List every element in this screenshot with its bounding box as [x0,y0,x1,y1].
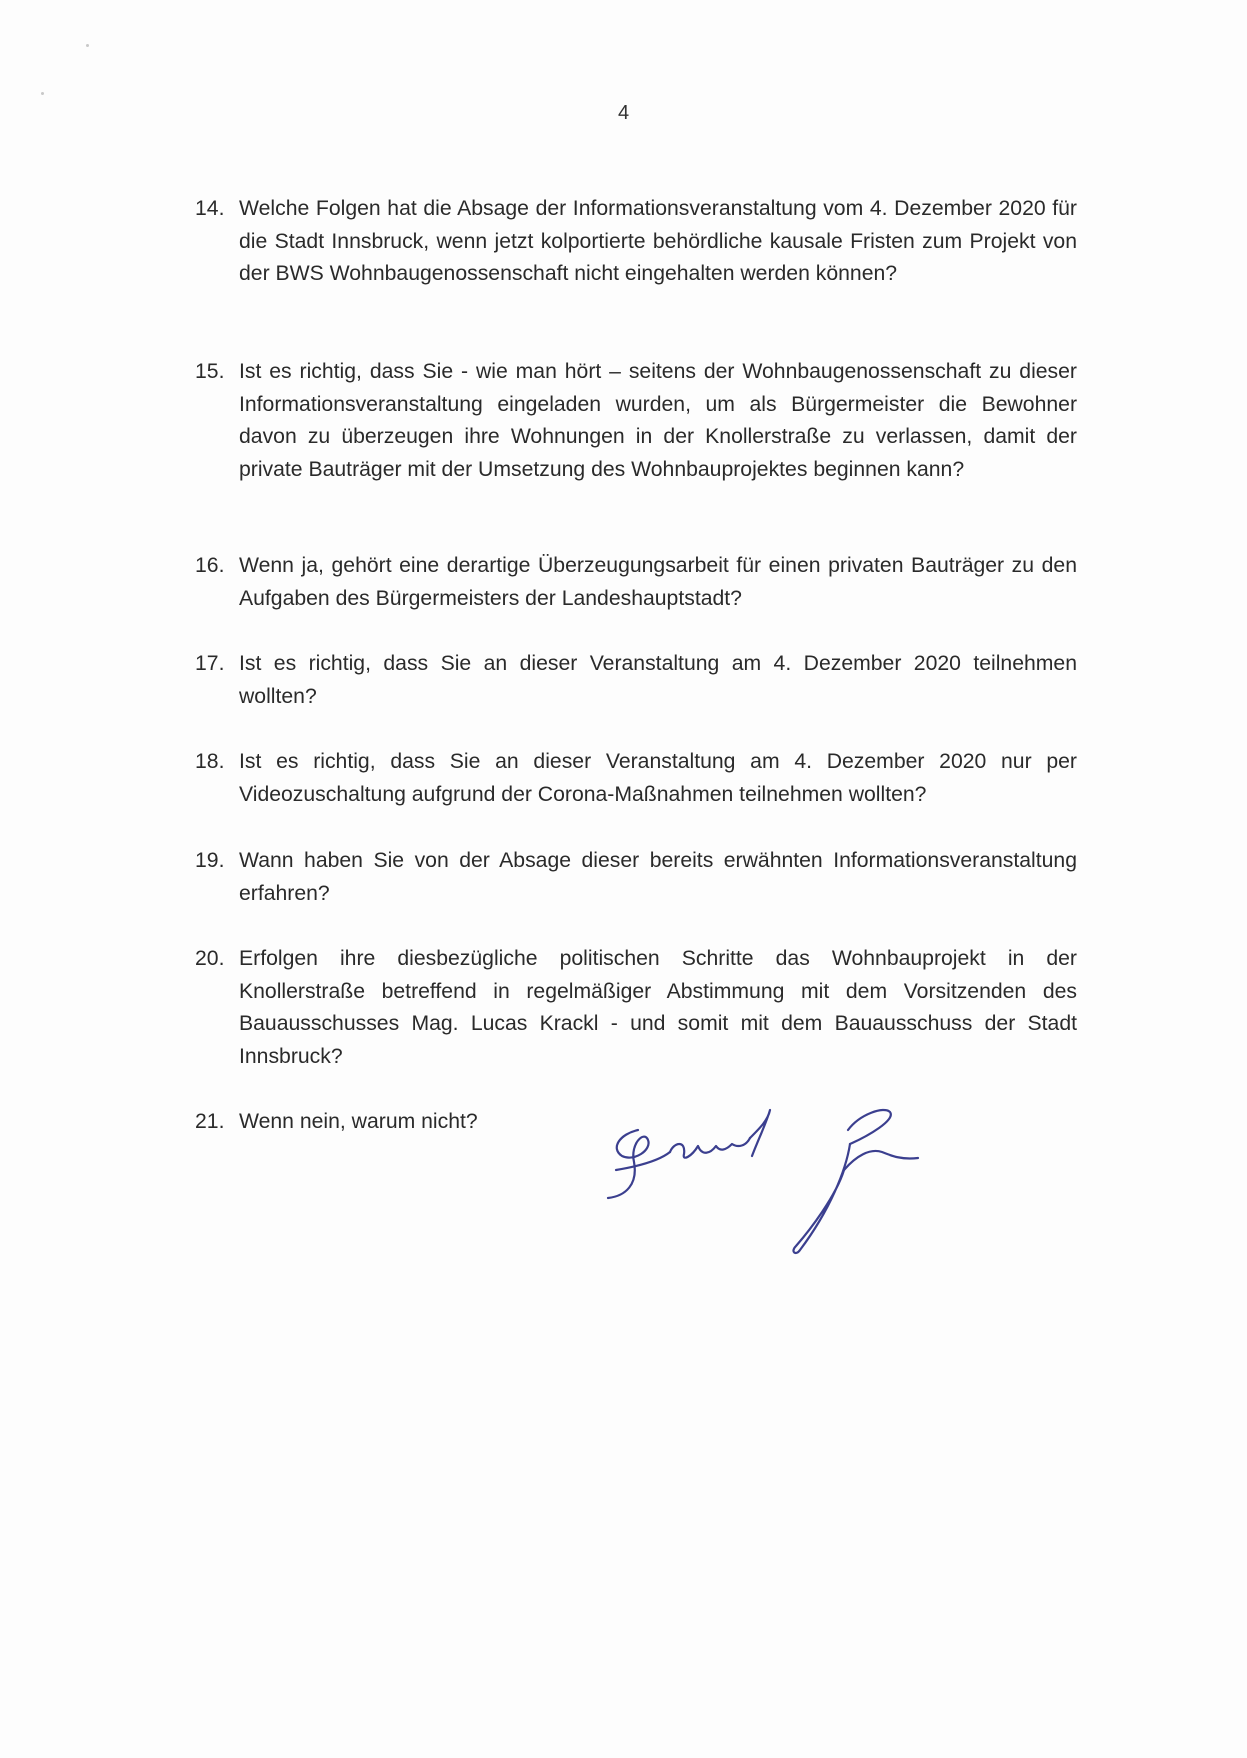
question-text: Ist es richtig, dass Sie an dieser Veranstaltung am 4. Dezember 2020 nur per Videozuschaltung aufgrund der Corona-Maßnahmen teilnehmen wollten? [239,750,1077,806]
question-number: 14. [195,197,225,220]
signature-stroke-surname [848,1110,891,1144]
scan-speck [41,92,44,95]
signature-stroke-first-name [616,1152,670,1170]
page-number: 4 [617,102,630,124]
question-text: Ist es richtig, dass Sie an dieser Veranstaltung am 4. Dezember 2020 teilnehmen wollten? [239,652,1077,708]
question-17 [195,648,1077,713]
question-number: 21. [195,1110,225,1133]
question-text: Wenn ja, gehört eine derartige Überzeugungsarbeit für einen privaten Bauträger zu den Aufgaben des Bürgermeisters der Landeshauptstadt? [239,554,1077,610]
question-18 [195,746,1077,811]
question-15 [195,356,1077,486]
question-text: Erfolgen ihre diesbezügliche politischen Schritte das Wohnbauprojekt in der Knollerstraße betreffend in regelmäßiger Abstimmung mit dem Vorsitzenden des Bauausschusses Mag. Lucas Krackl - und somit mit dem Bauausschuss der Stadt Innsbruck? [239,947,1077,1068]
question-text: Ist es richtig, dass Sie - wie man hört – seitens der Wohnbaugenossenschaft zu dieser Informationsveranstaltung eingeladen wurden, um als Bürgermeister die Bewohner davon zu überzeugen ihre Wohnungen in der Knollerstraße zu verlassen, damit der private Bauträger mit der Umsetzung des Wohnbauprojektes beginnen kann? [239,360,1077,481]
question-number: 15. [195,360,225,383]
question-number: 17. [195,652,225,675]
question-20 [195,943,1077,1073]
question-number: 19. [195,849,225,872]
signature-stroke-first-name [670,1138,750,1158]
question-16 [195,550,1077,615]
question-text: Wenn nein, warum nicht? [239,1110,478,1133]
signature-stroke-surname [844,1151,918,1170]
question-19 [195,845,1077,910]
question-14 [195,193,1077,291]
question-number: 16. [195,554,225,577]
signature-stroke-surname [793,1144,850,1253]
question-text: Wann haben Sie von der Absage dieser bereits erwähnten Informationsveranstaltung erfahren? [239,849,1077,905]
signature-stroke-first-name [750,1110,770,1156]
handwritten-signature [600,1100,980,1260]
question-number: 20. [195,947,225,970]
scan-speck [86,44,89,47]
question-text: Welche Folgen hat die Absage der Informationsveranstaltung vom 4. Dezember 2020 für die Stadt Innsbruck, wenn jetzt kolportierte behördliche kausale Fristen zum Projekt von der BWS Wohnbaugenossenschaft nicht eingehalten werden können? [239,197,1077,285]
question-number: 18. [195,750,225,773]
